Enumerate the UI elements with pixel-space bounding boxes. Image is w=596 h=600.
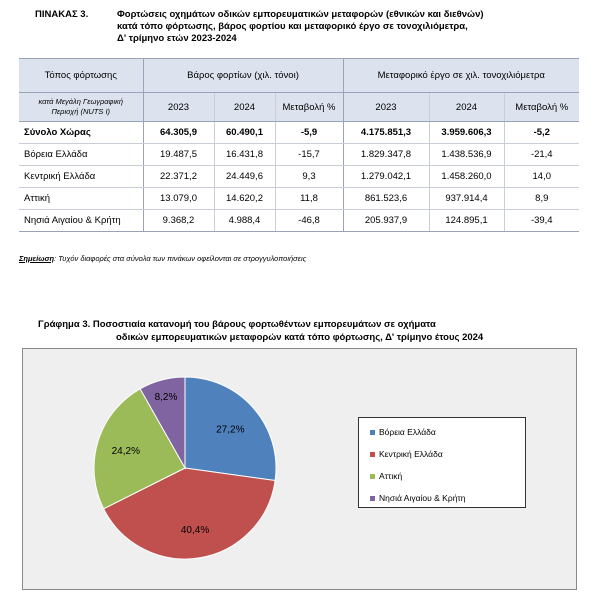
table-row <box>19 144 579 166</box>
cell-work-2024: 3.959.606,3 <box>429 122 504 144</box>
legend-label: Αττική <box>379 471 403 481</box>
header-work-2024: 2024 <box>429 93 504 122</box>
freight-table <box>19 58 579 232</box>
row-name: Νησιά Αιγαίου & Κρήτη <box>19 210 143 232</box>
pie-chart <box>22 348 577 590</box>
cell-weight-2023: 64.305,9 <box>143 122 214 144</box>
header-work-change: Μεταβολή % <box>504 93 579 122</box>
cell-work-change: 14,0 <box>504 166 579 188</box>
row-name: Βόρεια Ελλάδα <box>19 144 143 166</box>
chart-title-line: οδικών εμπορευματικών μεταφορών κατά τόπο φόρτωσης, Δ' τρίμηνο έτους 2024 <box>116 332 484 343</box>
chart-title-line: Γράφημα 3. Ποσοστιαία κατανομή του βάρους φορτωθέντων εμπορευμάτων σε οχήματα <box>38 319 436 330</box>
header-region-note: κατά Μεγάλη Γεωγραφική Περιοχή (NUTS I) <box>19 93 143 122</box>
cell-work-2023: 205.937,9 <box>343 210 429 232</box>
legend-swatch <box>370 452 375 457</box>
legend-item <box>370 470 402 482</box>
chart-legend <box>358 417 526 508</box>
header-weight-change: Μεταβολή % <box>275 93 343 122</box>
note-text: : Τυχόν διαφορές στα σύνολα των πινάκων οφείλονται σε στρογγυλοποιήσεις <box>54 254 307 263</box>
cell-weight-2024: 16.431,8 <box>214 144 275 166</box>
table-subheader-row <box>19 93 579 122</box>
pie-slice-label: 8,2% <box>154 391 178 403</box>
cell-work-2024: 1.438.536,9 <box>429 144 504 166</box>
cell-weight-change: 9,3 <box>275 166 343 188</box>
row-name: Αττική <box>19 188 143 210</box>
row-name: Κεντρική Ελλάδα <box>19 166 143 188</box>
cell-work-2023: 1.829.347,8 <box>343 144 429 166</box>
legend-label: Νησιά Αιγαίου & Κρήτη <box>379 493 466 503</box>
cell-work-2023: 1.279.042,1 <box>343 166 429 188</box>
legend-swatch <box>370 430 375 435</box>
table-row <box>19 166 579 188</box>
cell-work-change: 8,9 <box>504 188 579 210</box>
row-name: Σύνολο Χώρας <box>19 122 143 144</box>
header-work-group: Μεταφορικό έργο σε χιλ. τονοχιλιόμετρα <box>343 59 579 93</box>
header-work-2023: 2023 <box>343 93 429 122</box>
table-number: ΠΙΝΑΚΑΣ 3. <box>35 9 89 20</box>
table-note <box>19 254 306 263</box>
cell-work-2024: 937.914,4 <box>429 188 504 210</box>
legend-item <box>370 492 466 504</box>
cell-work-2023: 4.175.851,3 <box>343 122 429 144</box>
cell-weight-2023: 22.371,2 <box>143 166 214 188</box>
cell-weight-change: -15,7 <box>275 144 343 166</box>
table-title-line: Δ' τρίμηνο ετών 2023-2024 <box>117 33 237 44</box>
legend-item <box>370 426 436 438</box>
table-row <box>19 210 579 232</box>
cell-weight-2024: 4.988,4 <box>214 210 275 232</box>
legend-label: Βόρεια Ελλάδα <box>379 427 436 437</box>
table-header-row <box>19 59 579 93</box>
cell-weight-change: -46,8 <box>275 210 343 232</box>
chart-title <box>30 318 570 344</box>
table-title-line: κατά τόπο φόρτωσης, βάρος φορτίου και μεταφορικό έργο σε τονοχιλιόμετρα, <box>117 21 468 32</box>
pie-slice-label: 27,2% <box>216 424 245 436</box>
cell-weight-change: 11,8 <box>275 188 343 210</box>
cell-work-2024: 124.895,1 <box>429 210 504 232</box>
header-weight-group: Βάρος φορτίων (χιλ. τόνοι) <box>143 59 343 93</box>
cell-weight-2024: 60.490,1 <box>214 122 275 144</box>
cell-work-change: -5,2 <box>504 122 579 144</box>
cell-weight-change: -5,9 <box>275 122 343 144</box>
legend-label: Κεντρική Ελλάδα <box>379 449 443 459</box>
header-weight-2023: 2023 <box>143 93 214 122</box>
table-row <box>19 188 579 210</box>
legend-item <box>370 448 443 460</box>
legend-swatch <box>370 496 375 501</box>
cell-weight-2023: 19.487,5 <box>143 144 214 166</box>
cell-weight-2023: 13.079,0 <box>143 188 214 210</box>
cell-weight-2024: 14.620,2 <box>214 188 275 210</box>
cell-weight-2023: 9.368,2 <box>143 210 214 232</box>
header-place: Τόπος φόρτωσης <box>19 59 143 93</box>
note-lead: Σημείωση <box>19 254 55 263</box>
cell-work-2024: 1.458.260,0 <box>429 166 504 188</box>
header-weight-2024: 2024 <box>214 93 275 122</box>
table-title-line: Φορτώσεις οχημάτων οδικών εμπορευματικών μεταφορών (εθνικών και διεθνών) <box>117 9 484 20</box>
cell-work-change: -21,4 <box>504 144 579 166</box>
table-title <box>117 9 567 45</box>
cell-weight-2024: 24.449,6 <box>214 166 275 188</box>
table-row-total <box>19 122 579 144</box>
pie-slice-label: 24,2% <box>111 445 140 457</box>
legend-swatch <box>370 474 375 479</box>
pie-slice-label: 40,4% <box>180 525 210 537</box>
cell-work-2023: 861.523,6 <box>343 188 429 210</box>
cell-work-change: -39,4 <box>504 210 579 232</box>
